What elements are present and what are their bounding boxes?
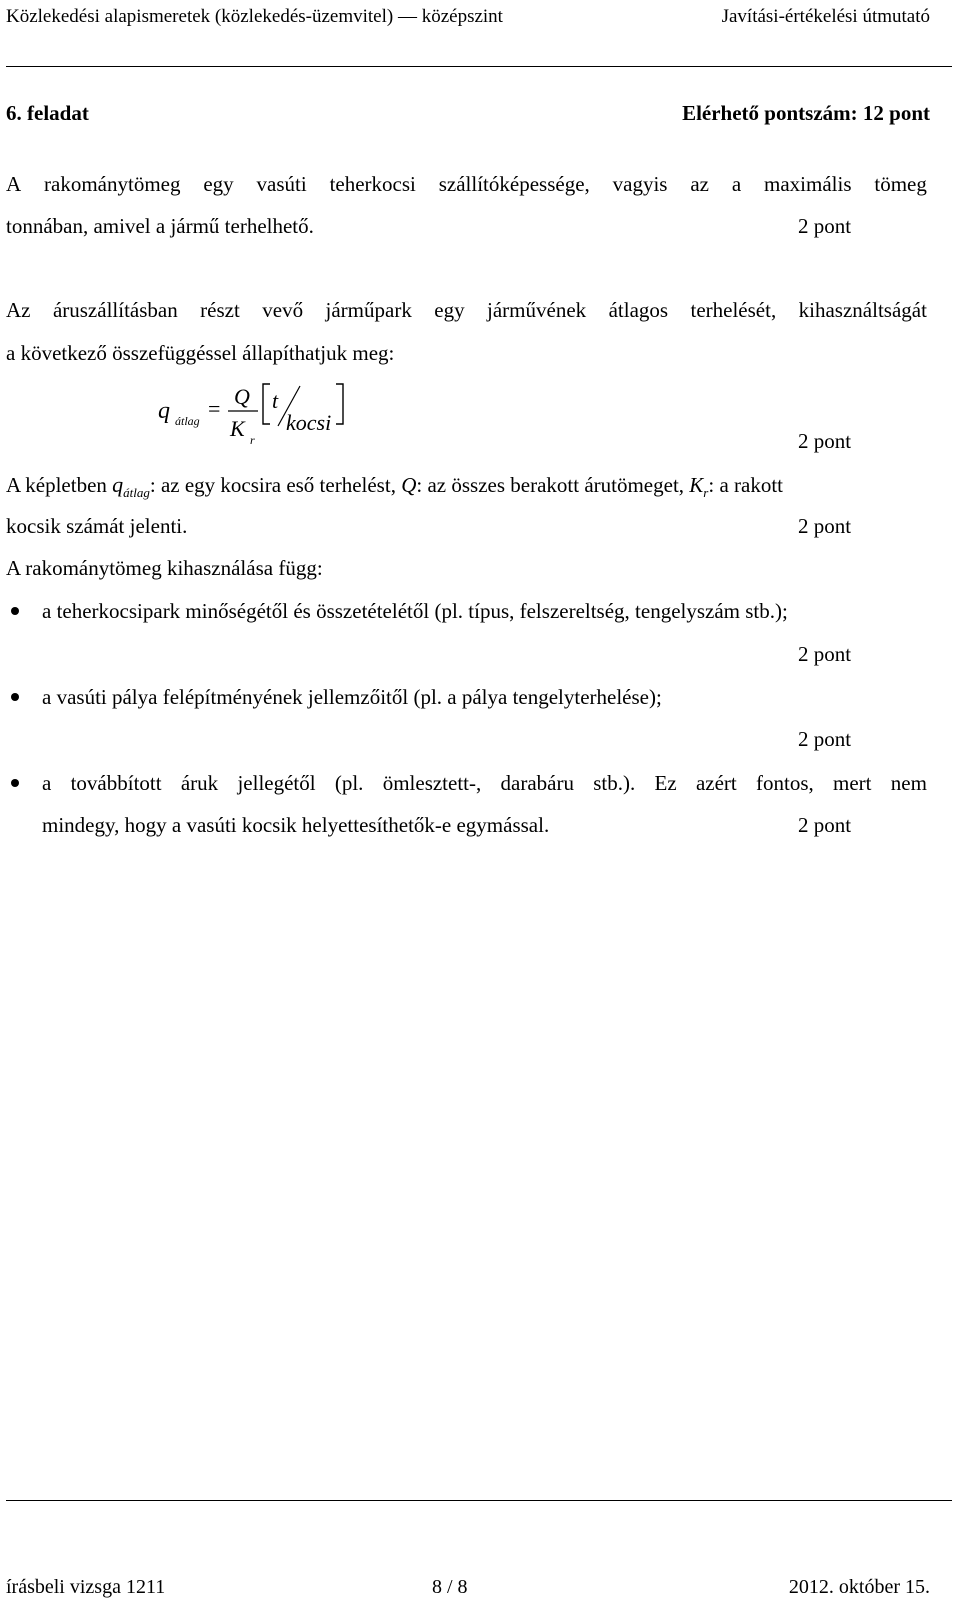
paragraph-1-word: vasúti [256, 172, 307, 196]
formula-equals: = [208, 396, 221, 421]
paragraph-1-word: az [690, 172, 709, 196]
points-label: 2 pont [798, 813, 852, 837]
paragraph-2-line-1 [6, 300, 927, 321]
paragraph-4: A rakománytömeg kihasználása függ: [6, 556, 323, 580]
bullet-3-word: továbbított [70, 771, 162, 795]
paragraph-2-line-2: a következő összefüggéssel állapíthatjuk meg: [6, 341, 395, 365]
left-bracket [263, 384, 270, 424]
bullet-dot [11, 693, 19, 701]
paragraph-1-word: teherkocsi [329, 172, 416, 196]
bullet-1-text: a teherkocsipark minőségétől és összetételétől (pl. típus, felszereltség, tengelyszám stb.); [42, 599, 788, 623]
footer-rule [6, 1500, 952, 1501]
paragraph-1-line-2: tonnában, amivel a jármű terhelhető. [6, 214, 314, 238]
formula [150, 378, 370, 468]
formula-lhs: q [158, 398, 170, 424]
paragraph-2-word: terhelését, [690, 298, 777, 322]
bullet-3-word: fontos, [756, 771, 814, 795]
paragraph-2-word: vevő [262, 298, 304, 322]
bullet-3-word: (pl. [334, 771, 364, 795]
p3-K-sub: r [703, 485, 709, 501]
points-label: 2 pont [798, 429, 852, 453]
footer-page-number: 8 / 8 [432, 1576, 468, 1598]
bullet-3-word: azért [695, 771, 737, 795]
points-label: 2 pont [798, 214, 852, 238]
paragraph-3-line-2: kocsik számát jelenti. [6, 514, 188, 538]
formula-unit-den: kocsi [286, 410, 332, 435]
points-label: 2 pont [798, 514, 852, 538]
points-label: 2 pont [798, 727, 852, 751]
paragraph-1-word: rakománytömeg [44, 172, 181, 196]
bullet-3-word: jellegétől [237, 771, 316, 795]
paragraph-1-word: tömeg [874, 172, 927, 196]
task-max-points: Elérhető pontszám: 12 pont [682, 101, 930, 125]
right-bracket [336, 384, 343, 424]
paragraph-1-word: egy [203, 172, 234, 196]
paragraph-2-word: járműpark [325, 298, 412, 322]
bullet-3-word: darabáru [500, 771, 574, 795]
bullet-3-word: mert [833, 771, 872, 795]
paragraph-1-word: a [731, 172, 742, 196]
bullet-3-word: áruk [180, 771, 219, 795]
paragraph-1-line-1 [6, 174, 927, 195]
bullet-3-word: stb.). [593, 771, 636, 795]
bullet-dot [11, 607, 19, 615]
paragraph-2-word: egy [434, 298, 465, 322]
paragraph-2-word: átlagos [608, 298, 669, 322]
paragraph-1-word: vagyis [612, 172, 668, 196]
paragraph-2-word: Az [6, 298, 31, 322]
formula-numerator: Q [234, 384, 250, 409]
formula-unit-num: t [272, 388, 279, 413]
bullet-3-word: nem [890, 771, 927, 795]
points-label: 2 pont [798, 642, 852, 666]
p3-text-a: A képletben [6, 473, 113, 497]
paragraph-1-word: A [6, 172, 22, 196]
bullet-3-word: Ez [654, 771, 677, 795]
p3-q: q [112, 472, 124, 497]
header-subtitle: Javítási-értékelési útmutató [721, 6, 930, 27]
p3-text-d: : a rakott [708, 473, 783, 497]
bullet-dot [11, 779, 19, 787]
bullet-3-word: ömlesztett-, [382, 771, 482, 795]
bullet-3-word: a [42, 771, 52, 795]
paragraph-2-word: járművének [487, 298, 587, 322]
bullet-3-line-2: mindegy, hogy a vasúti kocsik helyettesíthetők-e egymással. [42, 813, 550, 837]
paragraph-2-word: kihasználtságát [798, 298, 927, 322]
formula-graphic [150, 378, 370, 468]
footer-exam: írásbeli vizsga 1211 [6, 1576, 166, 1598]
paragraph-1-word: maximális [764, 172, 852, 196]
formula-denominator: K [230, 416, 245, 441]
p3-text-c: : az összes berakott árutömeget, [416, 473, 690, 497]
paragraph-2-word: részt [200, 298, 240, 322]
footer-date: 2012. október 15. [788, 1576, 930, 1598]
formula-denominator-sub: r [250, 433, 255, 447]
header-rule [6, 66, 952, 67]
formula-lhs-sub: átlag [175, 414, 200, 428]
paragraph-1-word: szállítóképessége, [438, 172, 590, 196]
p3-q-sub: átlag [123, 485, 150, 501]
paragraph-2-word: áruszállításban [52, 298, 178, 322]
bullet-3-line-1 [42, 773, 927, 794]
bullet-2-text: a vasúti pálya felépítményének jellemzőitől (pl. a pálya tengelyterhelése); [42, 685, 662, 709]
header-title: Közlekedési alapismeretek (közlekedés-üzemvitel) — középszint [6, 6, 503, 27]
p3-Q: Q [401, 473, 417, 497]
paragraph-3-line-1 [6, 474, 783, 503]
task-title: 6. feladat [6, 101, 89, 125]
p3-text-b: : az egy kocsira eső terhelést, [149, 473, 402, 497]
p3-K: K [689, 473, 704, 497]
